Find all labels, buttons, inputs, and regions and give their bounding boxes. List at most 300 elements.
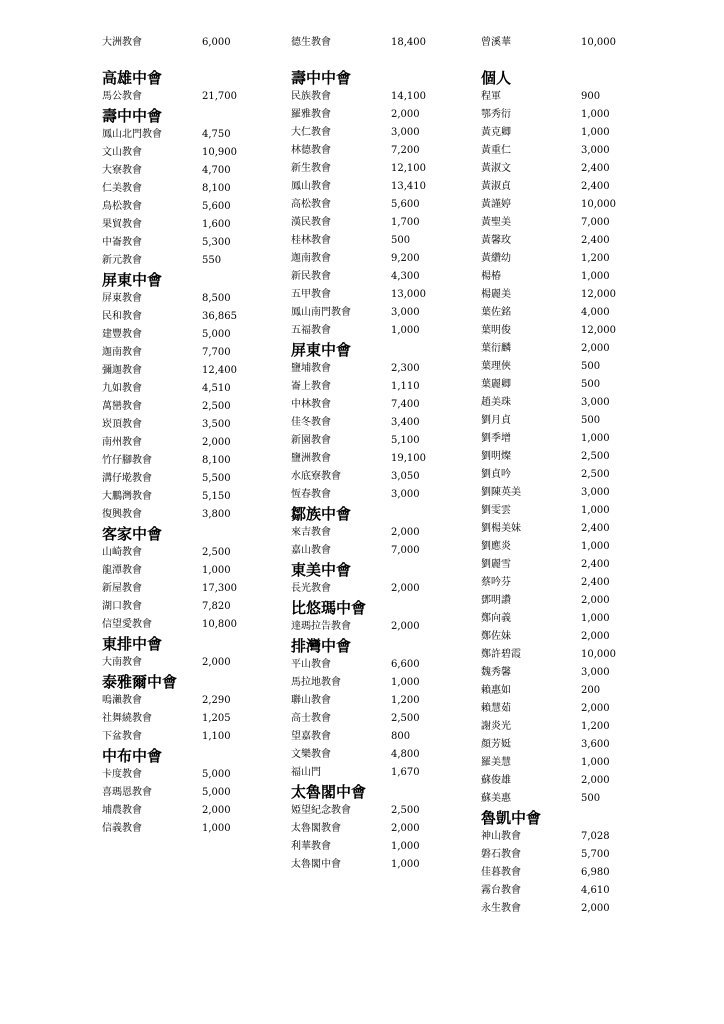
donation-row (481, 322, 671, 340)
donation-row (481, 196, 671, 214)
donor-name: 民族教會 (291, 91, 331, 102)
donor-name: 屏東教會 (102, 293, 142, 304)
section-heading: 魯凱中會 (481, 809, 542, 827)
donation-row (102, 416, 292, 434)
donor-name: 霧台教會 (481, 885, 521, 896)
donor-name: 新園教會 (291, 435, 331, 446)
donation-amount: 2,500 (581, 451, 610, 462)
donation-amount: 3,000 (391, 127, 420, 138)
donation-amount: 1,200 (581, 721, 610, 732)
donation-row (102, 88, 292, 106)
donation-amount: 12,000 (581, 325, 616, 336)
donation-amount: 5,000 (202, 787, 231, 798)
donation-amount: 13,410 (391, 181, 426, 192)
donation-row (481, 610, 671, 628)
donor-name: 中林教會 (291, 399, 331, 410)
donation-amount: 2,000 (202, 805, 231, 816)
donor-name: 鄧明讚 (481, 595, 511, 606)
donation-row (102, 820, 292, 838)
donor-name: 山崎教會 (102, 547, 142, 558)
donation-amount: 2,000 (581, 595, 610, 606)
donation-amount: 2,000 (581, 903, 610, 914)
section-heading: 屏東中會 (102, 271, 163, 289)
donation-row (291, 178, 481, 196)
donor-name: 卡度教會 (102, 769, 142, 780)
donation-row (481, 718, 671, 736)
donation-row (291, 764, 481, 782)
donation-amount: 2,400 (581, 577, 610, 588)
donor-name: 劉楊美妹 (481, 523, 521, 534)
donation-amount: 3,000 (581, 397, 610, 408)
donation-amount: 500 (581, 415, 601, 426)
section-heading: 泰雅爾中會 (102, 673, 178, 691)
donor-name: 劉陳英美 (481, 487, 521, 498)
donor-name: 大鵬灣教會 (102, 491, 152, 502)
donation-row (291, 232, 481, 250)
donation-row (102, 506, 292, 524)
donation-row (102, 692, 292, 710)
donation-amount: 1,000 (391, 841, 420, 852)
donation-amount: 2,500 (202, 401, 231, 412)
donation-amount: 1,000 (581, 433, 610, 444)
donation-amount: 5,700 (581, 849, 610, 860)
donation-amount: 6,600 (391, 659, 420, 670)
donor-name: 文樂教會 (291, 749, 331, 760)
donor-name: 神山教會 (481, 831, 521, 842)
donor-name: 望嘉教會 (291, 731, 331, 742)
donation-amount: 2,000 (581, 775, 610, 786)
donation-amount: 5,000 (202, 769, 231, 780)
donor-name: 竹仔腳教會 (102, 455, 152, 466)
donation-row (102, 126, 292, 144)
donation-row (481, 232, 671, 250)
section-heading: 中布中會 (102, 747, 163, 765)
donation-row (102, 234, 292, 252)
donation-amount: 500 (391, 235, 411, 246)
donor-name: 迦南教會 (102, 347, 142, 358)
section-heading: 鄒族中會 (291, 505, 352, 523)
donor-name: 鄭佐妹 (481, 631, 511, 642)
donation-amount: 4,000 (581, 307, 610, 318)
section-spacer (291, 52, 481, 68)
donor-name: 五福教會 (291, 325, 331, 336)
section-spacer (481, 52, 671, 68)
donation-row (481, 160, 671, 178)
donation-amount: 1,000 (391, 677, 420, 688)
donor-name: 仁美教會 (102, 183, 142, 194)
donation-amount: 3,000 (391, 489, 420, 500)
donation-amount: 13,000 (391, 289, 426, 300)
donation-row (481, 502, 671, 520)
donor-name: 賴慧茹 (481, 703, 511, 714)
donation-row (481, 900, 671, 918)
donation-row (481, 466, 671, 484)
donor-name: 鳥松教會 (102, 201, 142, 212)
donation-amount: 200 (581, 685, 601, 696)
donation-row (102, 290, 292, 308)
donor-name: 文山教會 (102, 147, 142, 158)
donation-row (481, 340, 671, 358)
donation-row (291, 802, 481, 820)
donation-row (481, 448, 671, 466)
donation-amount: 10,000 (581, 37, 616, 48)
donor-name: 南州教會 (102, 437, 142, 448)
donor-name: 嗚瀨教會 (102, 695, 142, 706)
donor-name: 劉雯雲 (481, 505, 511, 516)
donation-row (102, 598, 292, 616)
donation-amount: 1,000 (581, 757, 610, 768)
column-2 (291, 34, 481, 874)
donor-name: 婭望紀念教會 (291, 805, 351, 816)
donation-amount: 800 (391, 731, 411, 742)
donation-row (481, 142, 671, 160)
donor-name: 五甲教會 (291, 289, 331, 300)
donation-amount: 1,000 (202, 565, 231, 576)
donation-amount: 4,750 (202, 129, 231, 140)
donation-row (481, 828, 671, 846)
donation-amount: 900 (581, 91, 601, 102)
donor-name: 喜瑪恩教會 (102, 787, 152, 798)
donation-row (481, 592, 671, 610)
donation-amount: 7,400 (391, 399, 420, 410)
donation-row (291, 360, 481, 378)
donation-amount: 4,610 (581, 885, 610, 896)
donor-name: 程軍 (481, 91, 501, 102)
donor-name: 復興教會 (102, 509, 142, 520)
donation-row (291, 378, 481, 396)
donation-row (102, 34, 292, 52)
donor-name: 葉佐銘 (481, 307, 511, 318)
donor-name: 羅雅教會 (291, 109, 331, 120)
donor-name: 中崙教會 (102, 237, 142, 248)
donation-amount: 2,400 (581, 235, 610, 246)
donation-amount: 3,000 (581, 145, 610, 156)
donation-row (481, 268, 671, 286)
donation-row (481, 286, 671, 304)
donor-name: 平山教會 (291, 659, 331, 670)
donor-name: 佳冬教會 (291, 417, 331, 428)
donor-name: 黃淑貞 (481, 181, 511, 192)
donor-name: 湖口教會 (102, 601, 142, 612)
donation-amount: 9,200 (391, 253, 420, 264)
donation-row (481, 882, 671, 900)
donation-row (291, 34, 481, 52)
donation-row (102, 802, 292, 820)
donation-amount: 2,000 (581, 631, 610, 642)
donation-row (481, 376, 671, 394)
donation-row (291, 268, 481, 286)
donation-row (102, 252, 292, 270)
donor-name: 馬公教會 (102, 91, 142, 102)
donor-name: 大仁教會 (291, 127, 331, 138)
donation-amount: 4,800 (391, 749, 420, 760)
donation-row (481, 736, 671, 754)
donation-amount: 3,400 (391, 417, 420, 428)
donor-name: 葉理俠 (481, 361, 511, 372)
donation-amount: 8,500 (202, 293, 231, 304)
donor-name: 葉麗卿 (481, 379, 511, 390)
section-heading: 比悠瑪中會 (291, 599, 367, 617)
donor-name: 劉月貞 (481, 415, 511, 426)
donation-amount: 10,000 (581, 199, 616, 210)
donation-row (481, 538, 671, 556)
donation-row (291, 450, 481, 468)
donation-amount: 19,100 (391, 453, 426, 464)
donor-name: 顏芳娗 (481, 739, 511, 750)
section-heading: 客家中會 (102, 525, 163, 543)
donation-row (102, 766, 292, 784)
section-heading: 東美中會 (291, 561, 352, 579)
donor-name: 永生教會 (481, 903, 521, 914)
donation-amount: 2,290 (202, 695, 231, 706)
donor-name: 新屋教會 (102, 583, 142, 594)
donation-amount: 2,400 (581, 559, 610, 570)
donor-name: 果貿教會 (102, 219, 142, 230)
donation-row (481, 304, 671, 322)
donation-row (102, 380, 292, 398)
column-1 (102, 34, 292, 838)
donation-row (481, 250, 671, 268)
donor-name: 龍潭教會 (102, 565, 142, 576)
donation-amount: 2,000 (391, 109, 420, 120)
donation-amount: 1,000 (581, 613, 610, 624)
donation-amount: 7,000 (581, 217, 610, 228)
donation-row (481, 556, 671, 574)
donation-row (291, 304, 481, 322)
donor-name: 葉衍麟 (481, 343, 511, 354)
donation-amount: 5,000 (202, 329, 231, 340)
donor-name: 劉麗雪 (481, 559, 511, 570)
donor-name: 黃謹婷 (481, 199, 511, 210)
donation-row (102, 544, 292, 562)
donor-name: 黃聖美 (481, 217, 511, 228)
donation-row (481, 864, 671, 882)
donation-row (102, 470, 292, 488)
donation-amount: 2,000 (391, 583, 420, 594)
section-heading: 太魯閣中會 (291, 783, 367, 801)
donor-name: 德生教會 (291, 37, 331, 48)
donor-name: 高松教會 (291, 199, 331, 210)
donation-row (481, 520, 671, 538)
donation-row (291, 692, 481, 710)
donation-amount: 21,700 (202, 91, 237, 102)
donor-name: 達瑪拉告教會 (291, 621, 351, 632)
donor-name: 鄭許碧霞 (481, 649, 521, 660)
donation-amount: 8,100 (202, 183, 231, 194)
donation-amount: 1,000 (202, 823, 231, 834)
section-heading: 高雄中會 (102, 69, 163, 87)
donation-amount: 17,300 (202, 583, 237, 594)
donor-name: 魏秀馨 (481, 667, 511, 678)
donor-name: 信義教會 (102, 823, 142, 834)
donation-row (481, 772, 671, 790)
donation-row (102, 216, 292, 234)
donation-amount: 1,200 (391, 695, 420, 706)
donation-row (291, 214, 481, 232)
donation-row (481, 628, 671, 646)
donation-amount: 2,000 (202, 657, 231, 668)
donation-amount: 2,400 (581, 181, 610, 192)
section-heading: 屏東中會 (291, 341, 352, 359)
donation-amount: 4,700 (202, 165, 231, 176)
donation-amount: 2,000 (202, 437, 231, 448)
donation-row (102, 784, 292, 802)
donor-name: 鳳山南門教會 (291, 307, 351, 318)
donation-amount: 3,800 (202, 509, 231, 520)
donation-row (102, 398, 292, 416)
donor-name: 大南教會 (102, 657, 142, 668)
donation-row (481, 358, 671, 376)
donation-row (102, 162, 292, 180)
donation-amount: 36,865 (202, 311, 237, 322)
donor-name: 利華教會 (291, 841, 331, 852)
donation-row (481, 106, 671, 124)
donation-row (481, 214, 671, 232)
donor-name: 漢民教會 (291, 217, 331, 228)
donor-name: 謝炎光 (481, 721, 511, 732)
donor-name: 大洲教會 (102, 37, 142, 48)
donor-name: 福山門 (291, 767, 321, 778)
donor-name: 來吉教會 (291, 527, 331, 538)
donation-amount: 3,000 (581, 667, 610, 678)
donation-row (102, 452, 292, 470)
donation-row (102, 180, 292, 198)
donor-name: 民和教會 (102, 311, 142, 322)
donation-row (102, 562, 292, 580)
donor-name: 鳳山教會 (291, 181, 331, 192)
donation-row (291, 674, 481, 692)
donation-row (481, 484, 671, 502)
donation-row (102, 616, 292, 634)
donation-row (481, 34, 671, 52)
donor-name: 鄂秀衍 (481, 109, 511, 120)
donation-amount: 12,400 (202, 365, 237, 376)
donor-name: 鳳山北門教會 (102, 129, 162, 140)
donor-name: 楊麗美 (481, 289, 511, 300)
donation-row (291, 322, 481, 340)
donor-name: 迦南教會 (291, 253, 331, 264)
donation-amount: 5,600 (391, 199, 420, 210)
donor-name: 太魯閣教會 (291, 823, 341, 834)
section-heading: 個人 (481, 69, 512, 87)
donor-name: 蘇俊雄 (481, 775, 511, 786)
donation-row (481, 412, 671, 430)
donation-amount: 1,600 (202, 219, 231, 230)
donation-amount: 2,500 (581, 469, 610, 480)
donation-row (481, 178, 671, 196)
donation-amount: 3,050 (391, 471, 420, 482)
donor-name: 長光教會 (291, 583, 331, 594)
donor-name: 林德教會 (291, 145, 331, 156)
donation-row (481, 646, 671, 664)
donation-amount: 7,200 (391, 145, 420, 156)
donation-row (102, 488, 292, 506)
donation-row (481, 88, 671, 106)
donation-row (102, 728, 292, 746)
donor-name: 黃馨玫 (481, 235, 511, 246)
donation-amount: 1,000 (581, 541, 610, 552)
donation-amount: 5,150 (202, 491, 231, 502)
donation-row (291, 286, 481, 304)
donation-row (481, 430, 671, 448)
donation-amount: 1,000 (581, 127, 610, 138)
donor-name: 溝仔墘教會 (102, 473, 152, 484)
section-heading: 東排中會 (102, 635, 163, 653)
donor-name: 鹽洲教會 (291, 453, 331, 464)
donor-name: 新元教會 (102, 255, 142, 266)
donor-name: 九如教會 (102, 383, 142, 394)
donor-name: 黃纘幼 (481, 253, 511, 264)
donation-row (291, 196, 481, 214)
donor-name: 鄭向義 (481, 613, 511, 624)
donor-name: 彌迦教會 (102, 365, 142, 376)
donor-name: 佳暮教會 (481, 867, 521, 878)
donation-amount: 3,500 (202, 419, 231, 430)
donor-name: 趙美珠 (481, 397, 511, 408)
donation-amount: 1,100 (202, 731, 231, 742)
donation-row (102, 362, 292, 380)
donation-amount: 2,000 (391, 527, 420, 538)
donation-row (291, 746, 481, 764)
donor-name: 鹽埔教會 (291, 363, 331, 374)
donor-name: 賴惠如 (481, 685, 511, 696)
donation-row (291, 432, 481, 450)
donation-amount: 3,600 (581, 739, 610, 750)
donor-name: 信望愛教會 (102, 619, 152, 630)
donation-amount: 1,000 (581, 271, 610, 282)
donation-amount: 6,980 (581, 867, 610, 878)
donation-amount: 1,670 (391, 767, 420, 778)
donation-row (481, 790, 671, 808)
donation-row (102, 326, 292, 344)
donation-amount: 500 (581, 793, 601, 804)
section-heading: 壽中中會 (102, 107, 163, 125)
donation-amount: 5,100 (391, 435, 420, 446)
donation-row (291, 728, 481, 746)
donation-amount: 7,820 (202, 601, 231, 612)
donor-name: 恆春教會 (291, 489, 331, 500)
donation-row (291, 820, 481, 838)
donation-row (481, 846, 671, 864)
donor-name: 曾溪華 (481, 37, 511, 48)
donation-row (291, 524, 481, 542)
donation-amount: 5,500 (202, 473, 231, 484)
donation-amount: 4,300 (391, 271, 420, 282)
donation-amount: 5,600 (202, 201, 231, 212)
donation-row (102, 654, 292, 672)
donation-amount: 2,000 (581, 343, 610, 354)
donation-amount: 18,400 (391, 37, 426, 48)
donation-amount: 1,110 (391, 381, 420, 392)
donation-row (291, 838, 481, 856)
donation-row (481, 682, 671, 700)
donation-row (481, 124, 671, 142)
donor-name: 蘇美惠 (481, 793, 511, 804)
donation-row (102, 434, 292, 452)
donor-name: 嘉山教會 (291, 545, 331, 556)
donation-amount: 6,000 (202, 37, 231, 48)
donor-name: 葉明俊 (481, 325, 511, 336)
donation-row (481, 754, 671, 772)
donor-name: 磐石教會 (481, 849, 521, 860)
donor-name: 劉季增 (481, 433, 511, 444)
donation-amount: 12,100 (391, 163, 426, 174)
donation-row (481, 394, 671, 412)
donor-name: 崙上教會 (291, 381, 331, 392)
donation-row (291, 106, 481, 124)
donation-row (291, 468, 481, 486)
donation-amount: 5,300 (202, 237, 231, 248)
